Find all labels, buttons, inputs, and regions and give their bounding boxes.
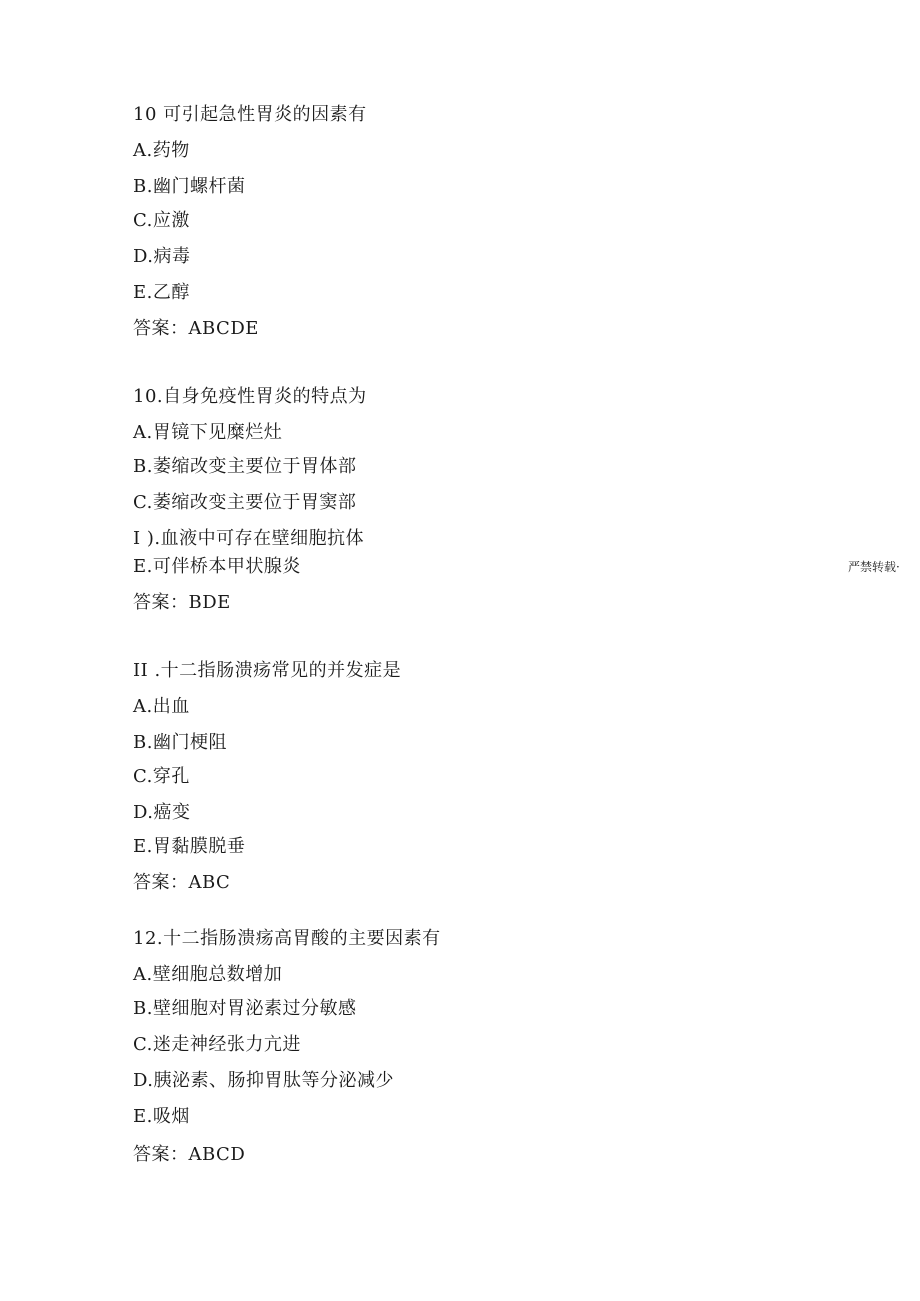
answer: 答案：ABCD	[133, 1144, 246, 1165]
option-a: A.胃镜下见糜烂灶	[133, 422, 283, 443]
option-d: D.胰泌素、肠抑胃肽等分泌减少	[133, 1070, 395, 1091]
option-d: I ).血液中可存在壁细胞抗体	[133, 528, 365, 549]
option-a: A.药物	[133, 140, 190, 161]
option-d: D.病毒	[133, 246, 191, 267]
option-e: E.胃黏膜脱垂	[133, 836, 246, 857]
question-title: 12.十二指肠溃疡高胃酸的主要因素有	[133, 928, 441, 949]
question-title: 10 可引起急性胃炎的因素有	[133, 104, 367, 125]
option-b: B.幽门螺杆菌	[133, 176, 246, 197]
option-e: E.可伴桥本甲状腺炎	[133, 556, 301, 577]
option-c: C.应激	[133, 210, 190, 231]
option-d: D.癌变	[133, 802, 191, 823]
option-a: A.出血	[133, 696, 190, 717]
option-a: A.壁细胞总数增加	[133, 964, 283, 985]
option-e: E.吸烟	[133, 1106, 190, 1127]
option-b: B.幽门梗阻	[133, 732, 227, 753]
option-c: C.迷走神经张力亢进	[133, 1034, 301, 1055]
answer: 答案：ABC	[133, 872, 231, 893]
option-c: C.萎缩改变主要位于胃窦部	[133, 492, 357, 513]
answer: 答案：BDE	[133, 592, 231, 613]
option-b: B.壁细胞对胃泌素过分敏感	[133, 998, 357, 1019]
option-e: E.乙醇	[133, 282, 190, 303]
question-title: 10.自身免疫性胃炎的特点为	[133, 386, 367, 407]
option-c: C.穿孔	[133, 766, 190, 787]
answer: 答案：ABCDE	[133, 318, 259, 339]
question-title: II .十二指肠溃疡常见的并发症是	[133, 660, 402, 681]
watermark-text: 严禁转载·	[848, 560, 900, 574]
option-b: B.萎缩改变主要位于胃体部	[133, 456, 357, 477]
